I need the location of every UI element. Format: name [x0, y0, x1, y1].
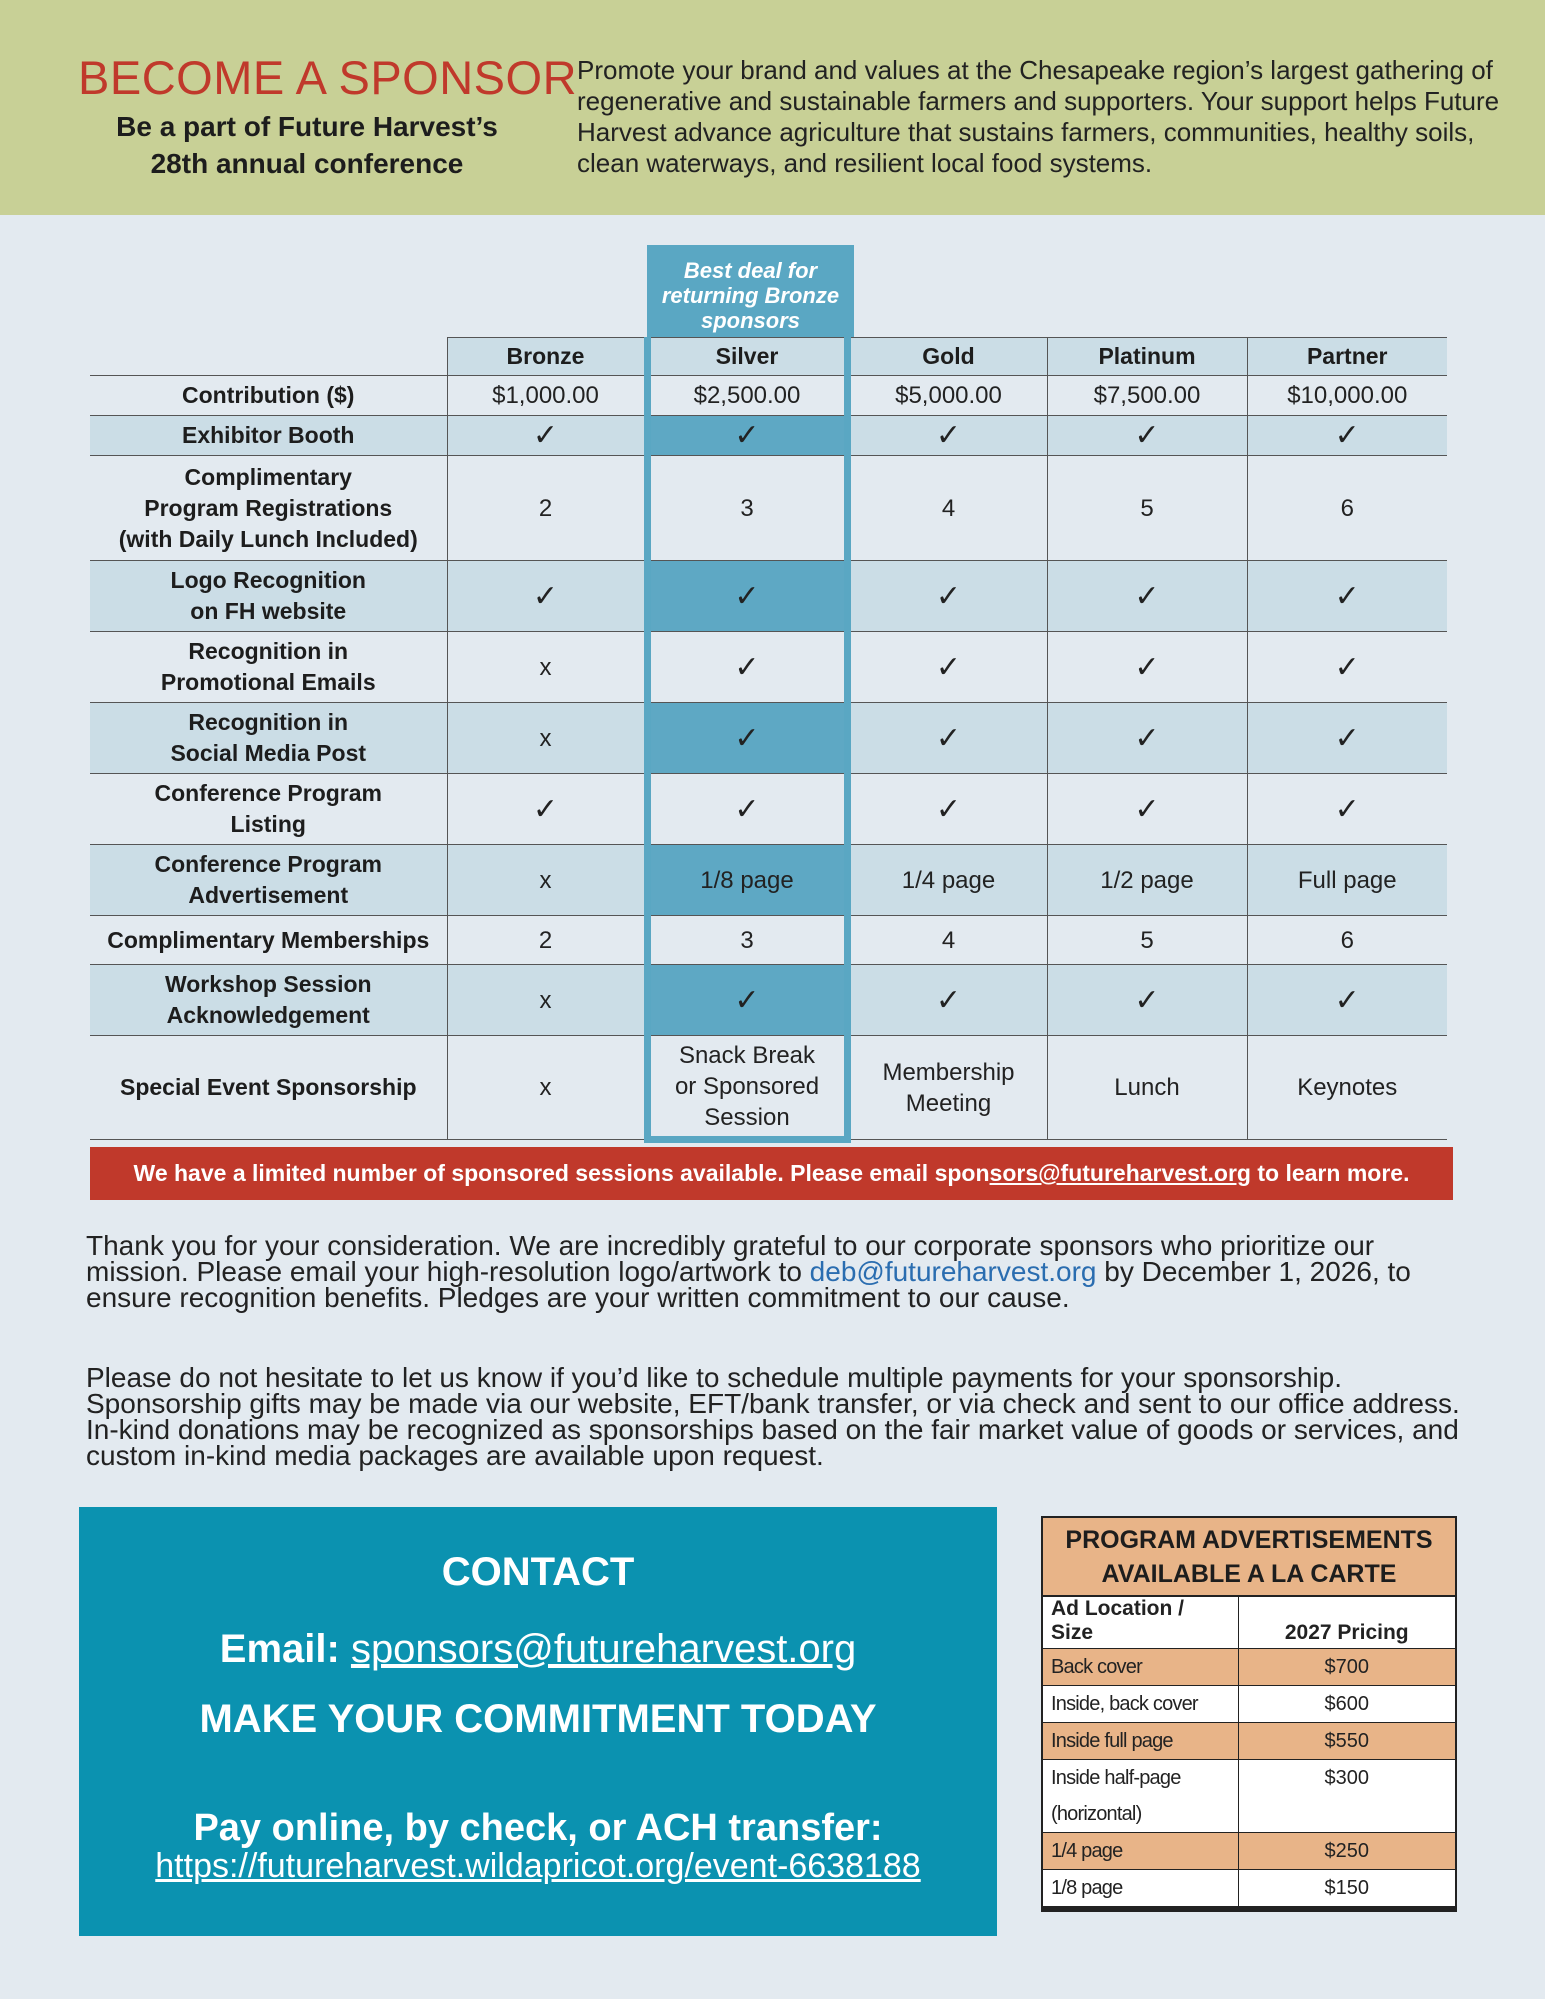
cell-value: x	[539, 866, 552, 894]
cell-bronze	[447, 456, 647, 561]
cell-value: 4	[941, 494, 956, 522]
contact-email-line	[79, 1627, 997, 1672]
cell-gold	[847, 965, 1047, 1036]
cell-value: 5	[1140, 494, 1154, 522]
tier-platinum-header: Platinum	[1047, 338, 1247, 376]
row-label-line: Logo Recognition	[170, 567, 366, 593]
checkmark-icon: ✓	[532, 578, 559, 614]
tier-partner-header: Partner	[1247, 338, 1447, 376]
cell-partner	[1247, 965, 1447, 1036]
ad-price: $150	[1238, 1870, 1455, 1909]
silver-highlight-banner	[647, 245, 854, 337]
checkmark-icon: ✓	[734, 791, 760, 827]
ad-location	[1043, 1723, 1238, 1760]
notice-suffix: to learn more.	[1250, 1160, 1410, 1186]
checkmark-icon: ✓	[1334, 791, 1360, 827]
row-label-line: Complimentary Memberships	[107, 926, 430, 953]
row-label	[90, 845, 447, 916]
cell-silver	[647, 1036, 847, 1140]
cell-bronze	[447, 632, 647, 703]
table-row	[90, 632, 1447, 703]
cell-silver	[647, 561, 847, 632]
cell-gold	[847, 376, 1047, 416]
cell-value: Keynotes	[1297, 1074, 1398, 1101]
cell-silver	[647, 632, 847, 703]
ad-location-text: Inside, back cover	[1051, 1693, 1198, 1715]
cell-platinum	[1047, 916, 1247, 965]
table-row	[90, 774, 1447, 845]
row-label-line: Promotional Emails	[160, 669, 376, 695]
checkmark-icon: ✓	[1134, 982, 1160, 1018]
checkmark-icon: ✓	[935, 418, 962, 453]
tier-gold-header: Gold	[847, 338, 1047, 376]
cell-platinum	[1047, 561, 1247, 632]
subtitle-line: Be a part of Future Harvest’s	[116, 111, 498, 142]
highlight-line: Best deal for	[683, 258, 818, 283]
cell-value: x	[539, 653, 552, 681]
checkmark-icon: ✓	[1334, 720, 1360, 756]
ad-row	[1043, 1686, 1455, 1723]
contact-box	[79, 1507, 997, 1936]
cell-value: 1/8 page	[700, 866, 794, 894]
ad-location-text: (horizontal)	[1051, 1803, 1142, 1825]
cell-value: 3	[740, 494, 754, 522]
checkmark-icon: ✓	[734, 418, 760, 453]
cell-platinum	[1047, 1036, 1247, 1140]
ad-row	[1043, 1760, 1455, 1833]
tier-silver-header: Silver	[647, 338, 847, 376]
checkmark-icon: ✓	[1334, 578, 1360, 614]
cell-gold	[847, 703, 1047, 774]
ad-pricing-title	[1043, 1518, 1455, 1597]
checkmark-icon: ✓	[734, 649, 760, 685]
cell-value: 2	[538, 494, 553, 522]
cell-silver	[647, 916, 847, 965]
cell-value: 6	[1340, 494, 1354, 522]
ad-location-text: Inside full page	[1051, 1730, 1173, 1752]
row-label	[90, 416, 447, 456]
row-label-line: Advertisement	[188, 882, 349, 908]
table-row	[90, 965, 1447, 1036]
ad-location-text: 1/8 page	[1051, 1877, 1123, 1899]
ad-row	[1043, 1833, 1455, 1870]
row-label	[90, 916, 447, 965]
cell-platinum	[1047, 703, 1247, 774]
ad-pricing-table	[1043, 1597, 1455, 1910]
cell-partner	[1247, 376, 1447, 416]
table-row	[90, 376, 1447, 416]
cell-bronze	[447, 561, 647, 632]
ad-price-header: 2027 Pricing	[1238, 1597, 1455, 1649]
checkmark-icon: ✓	[1334, 649, 1360, 685]
pay-heading: Pay online, by check, or ACH transfer:	[193, 1807, 883, 1849]
checkmark-icon: ✓	[1134, 720, 1160, 756]
row-label	[90, 456, 447, 561]
checkmark-icon: ✓	[935, 578, 962, 614]
registration-url-link[interactable]: https://futureharvest.wildapricot.org/event-6638188	[155, 1847, 921, 1885]
email-label: Email:	[219, 1627, 340, 1671]
checkmark-icon: ✓	[1334, 982, 1360, 1018]
notice-email-link[interactable]: sors@futureharvest.org	[989, 1160, 1251, 1186]
cell-silver	[647, 965, 847, 1036]
cell-value: 4	[941, 926, 956, 954]
row-label-line: Program Registrations	[144, 494, 393, 521]
cell-partner	[1247, 416, 1447, 456]
tier-bronze-header: Bronze	[447, 338, 647, 376]
cell-value: Snack Break or Sponsored Session	[674, 1041, 820, 1131]
row-label-line: Special Event Sponsorship	[119, 1074, 417, 1100]
intro-text: Promote your brand and values at the Chesapeake region’s largest gathering of regenerative and sustainable farmers and supporters. Your support helps Future Harvest advance agriculture that sustains farmers, communities, healthy soils, clean waterways, and resilient local food systems.	[577, 55, 1500, 178]
row-label-line: Exhibitor Booth	[182, 422, 355, 448]
page-title: BECOME A SPONSOR	[78, 51, 578, 104]
ad-row	[1043, 1649, 1455, 1686]
checkmark-icon: ✓	[1134, 791, 1160, 827]
thank-you-paragraph	[86, 1230, 1466, 1313]
checkmark-icon: ✓	[734, 982, 760, 1018]
cell-partner	[1247, 916, 1447, 965]
paragraph-text: by December 1, 2026, to ensure recognition benefits. Pledges are your written commitment to our cause.	[86, 1256, 1411, 1313]
cell-bronze	[447, 774, 647, 845]
cell-value: 3	[740, 926, 754, 954]
cell-gold	[847, 632, 1047, 703]
ad-price: $600	[1238, 1686, 1455, 1723]
ad-location	[1043, 1870, 1238, 1909]
cell-bronze	[447, 416, 647, 456]
checkmark-icon: ✓	[1134, 418, 1160, 453]
ad-row	[1043, 1723, 1455, 1760]
checkmark-icon: ✓	[1134, 649, 1160, 685]
notice-text: We have a limited number of sponsored sessions available. Please email spon	[133, 1160, 990, 1186]
cell-value: Lunch	[1114, 1074, 1180, 1101]
row-label-line: Recognition in	[188, 638, 349, 664]
row-label-line: Complimentary	[184, 463, 352, 490]
ad-location-text: Inside half-page	[1051, 1767, 1181, 1789]
ad-title-line: AVAILABLE A LA CARTE	[1101, 1560, 1397, 1588]
ad-price: $250	[1238, 1833, 1455, 1870]
cell-silver	[647, 456, 847, 561]
cell-silver	[647, 416, 847, 456]
cell-platinum	[1047, 774, 1247, 845]
cell-value: 5	[1140, 926, 1154, 954]
cell-value: 6	[1340, 926, 1354, 954]
cell-value: 1/2 page	[1100, 866, 1194, 894]
row-label-line: Conference Program	[154, 780, 382, 806]
cell-bronze	[447, 703, 647, 774]
table-row	[90, 416, 1447, 456]
ad-header-row	[1043, 1597, 1455, 1649]
ad-price: $550	[1238, 1723, 1455, 1760]
page-subtitle	[78, 108, 536, 182]
row-label	[90, 376, 447, 416]
cell-partner	[1247, 703, 1447, 774]
cell-value: $7,500.00	[1093, 382, 1201, 409]
highlight-line: returning Bronze	[661, 283, 840, 308]
table-row	[90, 561, 1447, 632]
checkmark-icon: ✓	[734, 578, 760, 614]
sessions-notice	[90, 1147, 1453, 1200]
cell-value: 2	[538, 926, 553, 954]
checkmark-icon: ✓	[935, 982, 962, 1018]
table-row	[90, 845, 1447, 916]
cell-value: 1/4 page	[901, 866, 996, 894]
header-banner	[0, 0, 1545, 215]
checkmark-icon: ✓	[532, 418, 559, 453]
header-blank	[90, 338, 447, 376]
cell-gold	[847, 456, 1047, 561]
table-row	[90, 916, 1447, 965]
checkmark-icon: ✓	[1334, 418, 1360, 453]
cell-value: $10,000.00	[1287, 382, 1408, 409]
ad-location	[1043, 1833, 1238, 1870]
ad-location-header: Ad Location / Size	[1043, 1597, 1238, 1649]
checkmark-icon: ✓	[935, 720, 962, 756]
cell-bronze	[447, 845, 647, 916]
cell-value: $2,500.00	[693, 382, 801, 409]
cell-silver	[647, 845, 847, 916]
row-label-line: Workshop Session	[164, 971, 372, 997]
checkmark-icon: ✓	[734, 720, 760, 756]
row-label-line: Acknowledgement	[166, 1002, 370, 1028]
cell-bronze	[447, 965, 647, 1036]
row-label-line: Recognition in	[188, 709, 349, 735]
ad-location-text: 1/4 page	[1051, 1840, 1123, 1862]
cell-value: Membership Meeting	[882, 1058, 1015, 1117]
row-label-line: Conference Program	[154, 851, 382, 877]
cell-value: x	[539, 724, 552, 752]
contact-title: CONTACT	[441, 1550, 635, 1594]
cell-platinum	[1047, 376, 1247, 416]
cell-value: Full page	[1297, 866, 1397, 894]
sponsorship-tier-table	[90, 337, 1447, 1143]
cell-value: x	[539, 986, 552, 1014]
cell-platinum	[1047, 456, 1247, 561]
cell-bronze	[447, 1036, 647, 1140]
ad-row	[1043, 1870, 1455, 1909]
cell-gold	[847, 1036, 1047, 1140]
row-label	[90, 632, 447, 703]
table-row	[90, 703, 1447, 774]
payment-paragraph: Please do not hesitate to let us know if you’d like to schedule multiple payments for your sponsorship. Sponsorship gifts may be made via our website, EFT/bank transfer, or via check and sent to our office address. In-kind donations may be recognized as sponsorships based on the fair market value of goods or services, and custom in-kind media packages are available upon request.	[86, 1362, 1460, 1471]
ad-title-line: PROGRAM ADVERTISEMENTS	[1065, 1526, 1433, 1554]
cell-gold	[847, 774, 1047, 845]
cell-gold	[847, 845, 1047, 916]
row-label-line: Contribution ($)	[182, 382, 355, 408]
row-label-line: (with Daily Lunch Included)	[118, 525, 418, 552]
checkmark-icon: ✓	[935, 649, 962, 685]
cell-partner	[1247, 632, 1447, 703]
cell-gold	[847, 561, 1047, 632]
cell-partner	[1247, 845, 1447, 916]
ad-location	[1043, 1686, 1238, 1723]
cell-value: $1,000.00	[492, 382, 599, 409]
row-label-line: Social Media Post	[170, 740, 367, 766]
cell-bronze	[447, 376, 647, 416]
checkmark-icon: ✓	[532, 791, 559, 827]
commit-heading: MAKE YOUR COMMITMENT TODAY	[199, 1697, 877, 1741]
ad-price: $300	[1238, 1760, 1455, 1833]
cell-partner	[1247, 1036, 1447, 1140]
row-label	[90, 965, 447, 1036]
ad-location-text: Back cover	[1051, 1656, 1142, 1678]
table-row	[90, 1036, 1447, 1140]
row-label	[90, 561, 447, 632]
row-label-line: on FH website	[190, 598, 347, 624]
tier-header-row	[90, 338, 1447, 376]
cell-platinum	[1047, 965, 1247, 1036]
ad-price: $700	[1238, 1649, 1455, 1686]
ad-location	[1043, 1760, 1238, 1833]
row-label	[90, 703, 447, 774]
cell-partner	[1247, 774, 1447, 845]
cell-value: x	[539, 1074, 552, 1101]
ad-pricing-box	[1041, 1516, 1457, 1912]
paragraph-text: Thank you for your consideration. We are incredibly grateful to our corporate sponsors who prioritize our mission. Please email your high-resolution logo/artwork to	[86, 1230, 1375, 1287]
logo-email-link[interactable]: deb@futureharvest.org	[809, 1256, 1097, 1287]
cell-platinum	[1047, 845, 1247, 916]
cell-platinum	[1047, 632, 1247, 703]
row-label	[90, 1036, 447, 1140]
cell-gold	[847, 916, 1047, 965]
cell-silver	[647, 774, 847, 845]
row-label-line: Listing	[230, 811, 306, 837]
cell-partner	[1247, 561, 1447, 632]
checkmark-icon: ✓	[1134, 578, 1160, 614]
cell-value: $5,000.00	[895, 382, 1002, 409]
cell-partner	[1247, 456, 1447, 561]
cell-gold	[847, 416, 1047, 456]
table-row	[90, 456, 1447, 561]
checkmark-icon: ✓	[935, 791, 962, 827]
subtitle-line: 28th annual conference	[150, 148, 464, 179]
cell-silver	[647, 703, 847, 774]
cell-platinum	[1047, 416, 1247, 456]
row-label	[90, 774, 447, 845]
contact-email-link[interactable]: sponsors@futureharvest.org	[350, 1627, 857, 1671]
cell-bronze	[447, 916, 647, 965]
highlight-line: sponsors	[700, 308, 801, 333]
cell-silver	[647, 376, 847, 416]
ad-location	[1043, 1649, 1238, 1686]
